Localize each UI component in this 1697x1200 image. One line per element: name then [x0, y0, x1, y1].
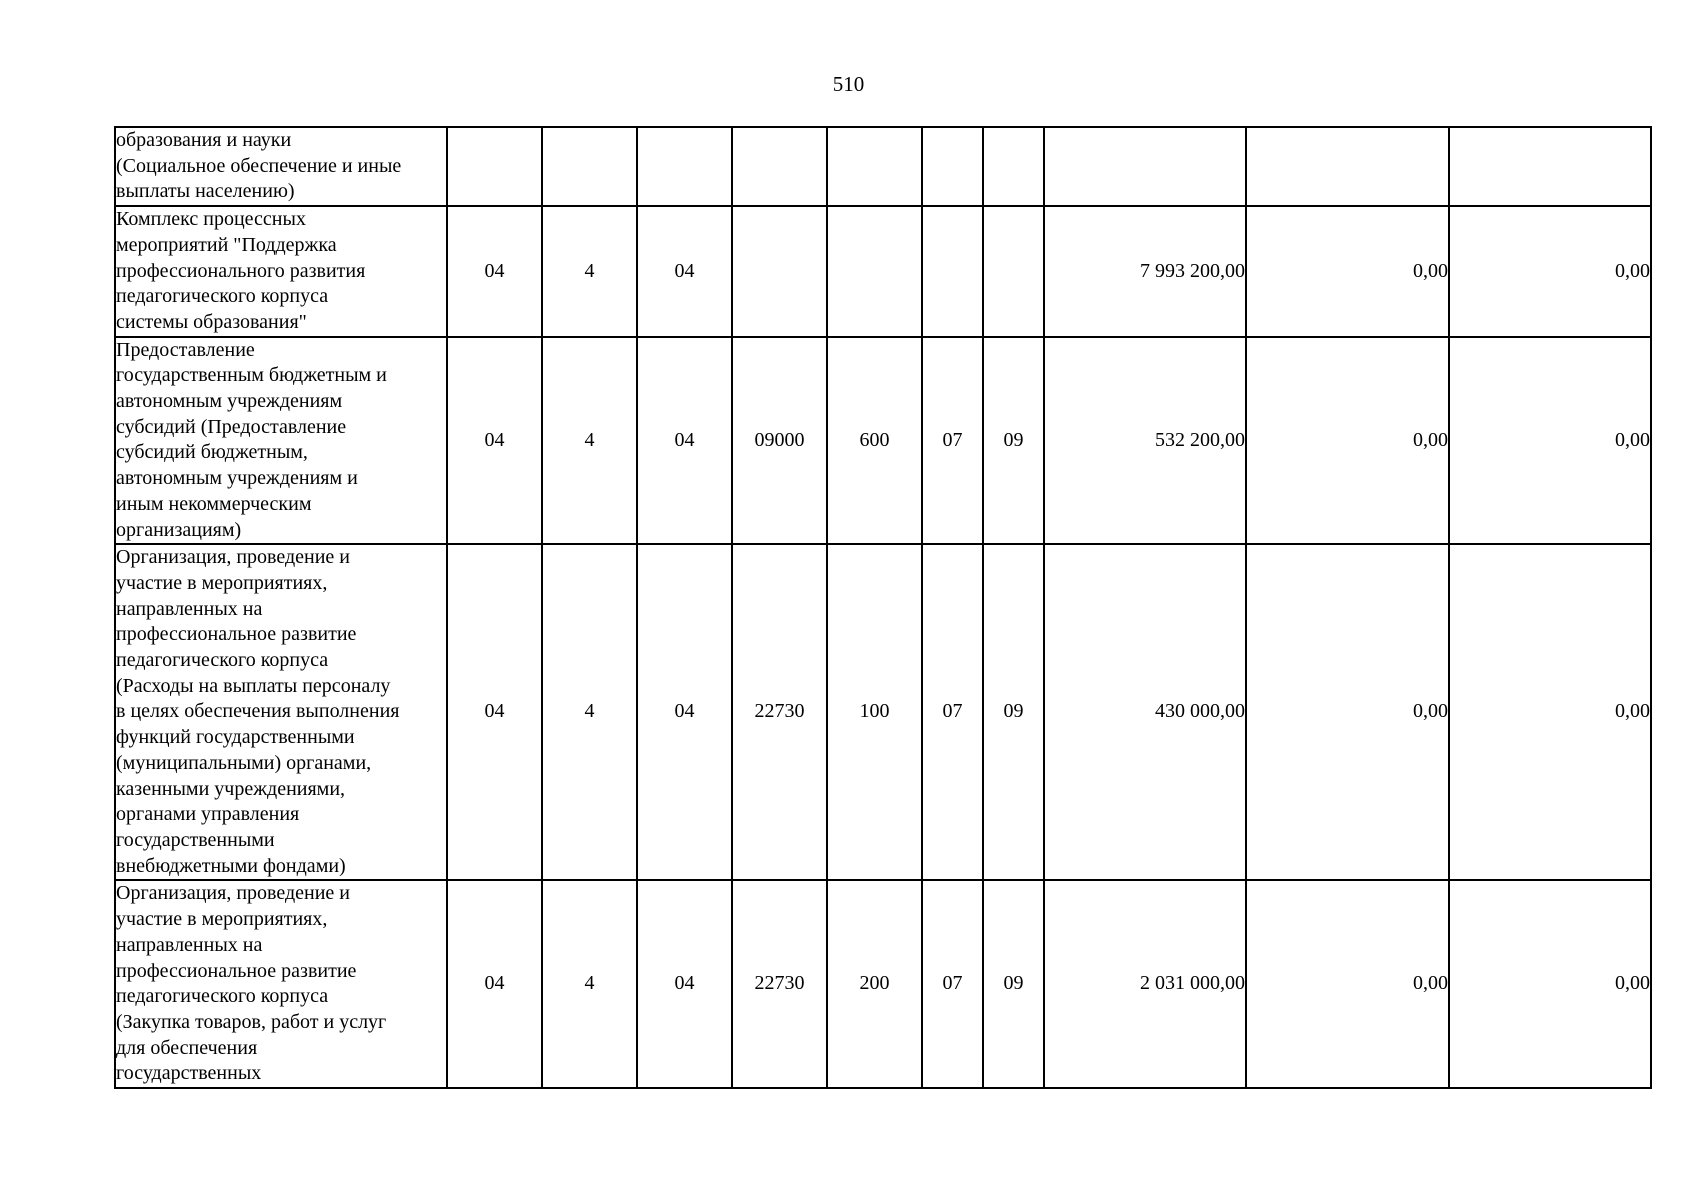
subprogram-code-cell: 4 [542, 337, 637, 545]
expense-type-cell: 200 [827, 880, 922, 1088]
amount-cell: 0,00 [1449, 206, 1651, 337]
budget-table [114, 126, 1652, 1089]
program-code-cell: 04 [447, 206, 542, 337]
amount-cell: 0,00 [1246, 206, 1449, 337]
direction-code-cell [732, 206, 827, 337]
program-code-cell: 04 [447, 880, 542, 1088]
program-code-cell [447, 127, 542, 206]
section-cell [922, 206, 983, 337]
complex-code-cell: 04 [637, 337, 732, 545]
amount-cell: 430 000,00 [1044, 544, 1246, 880]
subprogram-code-cell [542, 127, 637, 206]
amount-cell: 0,00 [1246, 337, 1449, 545]
amount-cell: 0,00 [1246, 544, 1449, 880]
table-row [115, 127, 1651, 206]
expense-type-cell: 600 [827, 337, 922, 545]
page-number: 510 [832, 72, 865, 96]
subprogram-code-cell: 4 [542, 880, 637, 1088]
table-row [115, 337, 1651, 545]
subsection-cell: 09 [983, 337, 1044, 545]
amount-cell: 0,00 [1246, 880, 1449, 1088]
amount-cell: 532 200,00 [1044, 337, 1246, 545]
amount-cell [1246, 127, 1449, 206]
row-description [115, 337, 447, 545]
row-description [115, 206, 447, 337]
subprogram-code-cell: 4 [542, 544, 637, 880]
amount-cell: 2 031 000,00 [1044, 880, 1246, 1088]
section-cell [922, 127, 983, 206]
expense-type-cell: 100 [827, 544, 922, 880]
section-cell: 07 [922, 337, 983, 545]
row-description [115, 127, 447, 206]
expense-type-cell [827, 127, 922, 206]
program-code-cell: 04 [447, 337, 542, 545]
row-description [115, 544, 447, 880]
description-text: Организация, проведение и участие в мероприятиях, направленных на профессиональное развитие педагогического корпуса (Закупка товаров, работ и услуг для обеспечения государственных [116, 882, 387, 1085]
amount-cell: 0,00 [1449, 544, 1651, 880]
subsection-cell: 09 [983, 544, 1044, 880]
complex-code-cell [637, 127, 732, 206]
subsection-cell [983, 127, 1044, 206]
description-text: Комплекс процессных мероприятий "Поддержка профессионального развития педагогического корпуса системы образования" [116, 208, 366, 333]
direction-code-cell: 22730 [732, 880, 827, 1088]
complex-code-cell: 04 [637, 544, 732, 880]
row-description [115, 880, 447, 1088]
amount-cell: 0,00 [1449, 880, 1651, 1088]
subsection-cell: 09 [983, 880, 1044, 1088]
table-row [115, 880, 1651, 1088]
direction-code-cell [732, 127, 827, 206]
subsection-cell [983, 206, 1044, 337]
amount-cell: 7 993 200,00 [1044, 206, 1246, 337]
description-text: образования и науки (Социальное обеспечение и иные выплаты населению) [116, 129, 402, 203]
complex-code-cell: 04 [637, 880, 732, 1088]
description-text: Организация, проведение и участие в мероприятиях, направленных на профессиональное развитие педагогического корпуса (Расходы на выплаты персоналу в целях обеспечения выполнения функций государственными (муниципальными) органами, казенными учреждениями, органами управления государственными внебюджетными фондами) [116, 546, 400, 877]
amount-cell [1044, 127, 1246, 206]
amount-cell [1449, 127, 1651, 206]
expense-type-cell [827, 206, 922, 337]
table-row [115, 544, 1651, 880]
direction-code-cell: 22730 [732, 544, 827, 880]
section-cell: 07 [922, 544, 983, 880]
direction-code-cell: 09000 [732, 337, 827, 545]
subprogram-code-cell: 4 [542, 206, 637, 337]
description-text: Предоставление государственным бюджетным и автономным учреждениям субсидий (Предоставление субсидий бюджетным, автономным учреждениям и иным некоммерческим организациям) [116, 338, 387, 541]
complex-code-cell: 04 [637, 206, 732, 337]
table-row [115, 206, 1651, 337]
amount-cell: 0,00 [1449, 337, 1651, 545]
section-cell: 07 [922, 880, 983, 1088]
program-code-cell: 04 [447, 544, 542, 880]
